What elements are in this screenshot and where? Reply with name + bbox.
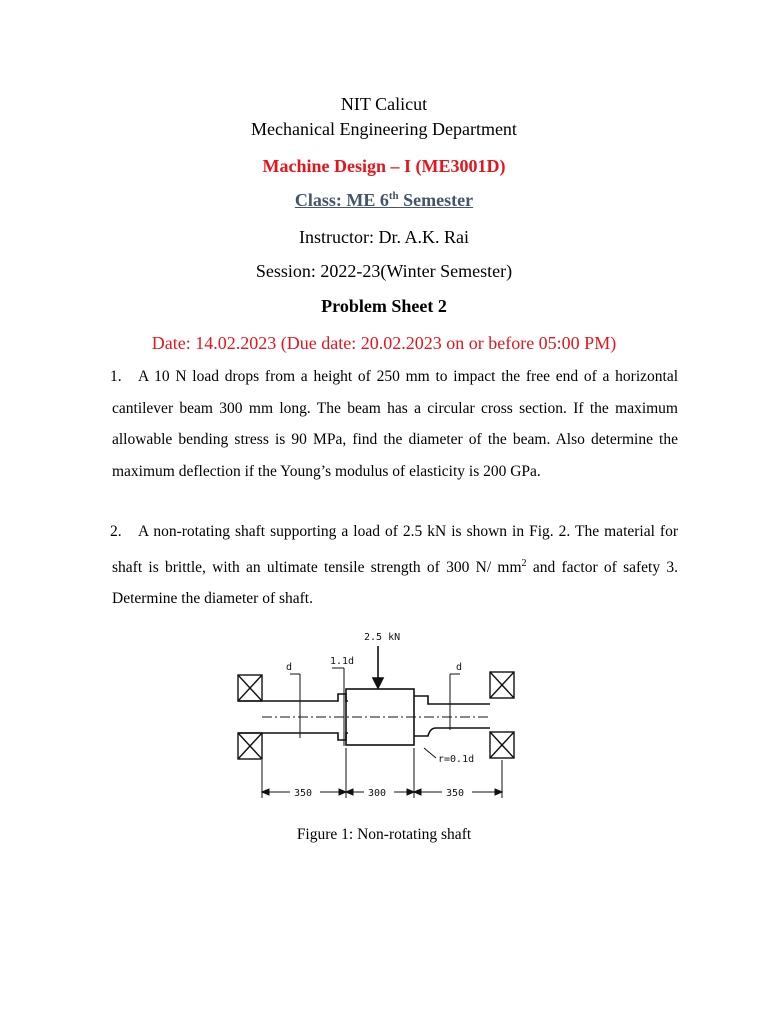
question-2-text <box>112 516 678 615</box>
dim-mid-label: 300 <box>368 788 387 799</box>
shaft-outline <box>238 689 490 745</box>
label-fillet: r=0.1d <box>438 754 475 765</box>
load-arrow <box>373 646 383 688</box>
dim-left-label: 350 <box>294 788 313 799</box>
shaft-figure <box>228 620 548 810</box>
class-line <box>0 190 768 211</box>
department-name: Mechanical Engineering Department <box>251 119 517 139</box>
instructor-line: Instructor: Dr. A.K. Rai <box>299 227 469 247</box>
question-2-number: 2. <box>110 523 122 540</box>
session-line: Session: 2022-23(Winter Semester) <box>255 261 513 281</box>
question-1 <box>112 361 678 487</box>
question-1-text: A 10 N load drops from a height of 250 mm to impact the free end of a horizontal cantilever beam 300 mm long. The beam has a circular cross section. If the maximum allowable bending stress is 90 MPa, find the diameter of the beam. Also determine the maximum deflection if the Young’s modulus of elasticity is 200 GPa. <box>112 368 678 480</box>
class-prefix: Class: ME 6 <box>294 190 389 210</box>
left-bearing <box>238 675 262 759</box>
sheet-title: Problem Sheet 2 <box>321 296 447 316</box>
class-suffix: Semester <box>398 190 474 210</box>
institute-name: NIT Calicut <box>340 94 428 114</box>
question-1-number: 1. <box>110 368 122 385</box>
label-d-right: d <box>456 662 463 673</box>
class-superscript: th <box>388 190 399 202</box>
right-bearing <box>490 672 514 758</box>
dim-right-label: 350 <box>446 788 465 799</box>
label-d-left: d <box>286 662 293 673</box>
figure-caption: Figure 1: Non-rotating shaft <box>296 826 472 843</box>
date-line: Date: 14.02.2023 (Due date: 20.02.2023 on or before 05:00 PM) <box>151 333 617 353</box>
label-1-1d: 1.1d <box>330 656 355 667</box>
question-2-superscript: 2 <box>521 557 527 569</box>
question-2 <box>112 516 678 615</box>
load-label: 2.5 kN <box>364 632 401 643</box>
question-2-end: and factor of safety 3. Determine the diameter of shaft. <box>112 558 678 608</box>
question-2-main: A non-rotating shaft supporting a load of 2.5 kN is shown in Fig. 2. The material for shaft is brittle, with an ultimate tensile strength of 300 N/ mm <box>112 523 678 576</box>
course-title: Machine Design – I (ME3001D) <box>262 156 506 176</box>
